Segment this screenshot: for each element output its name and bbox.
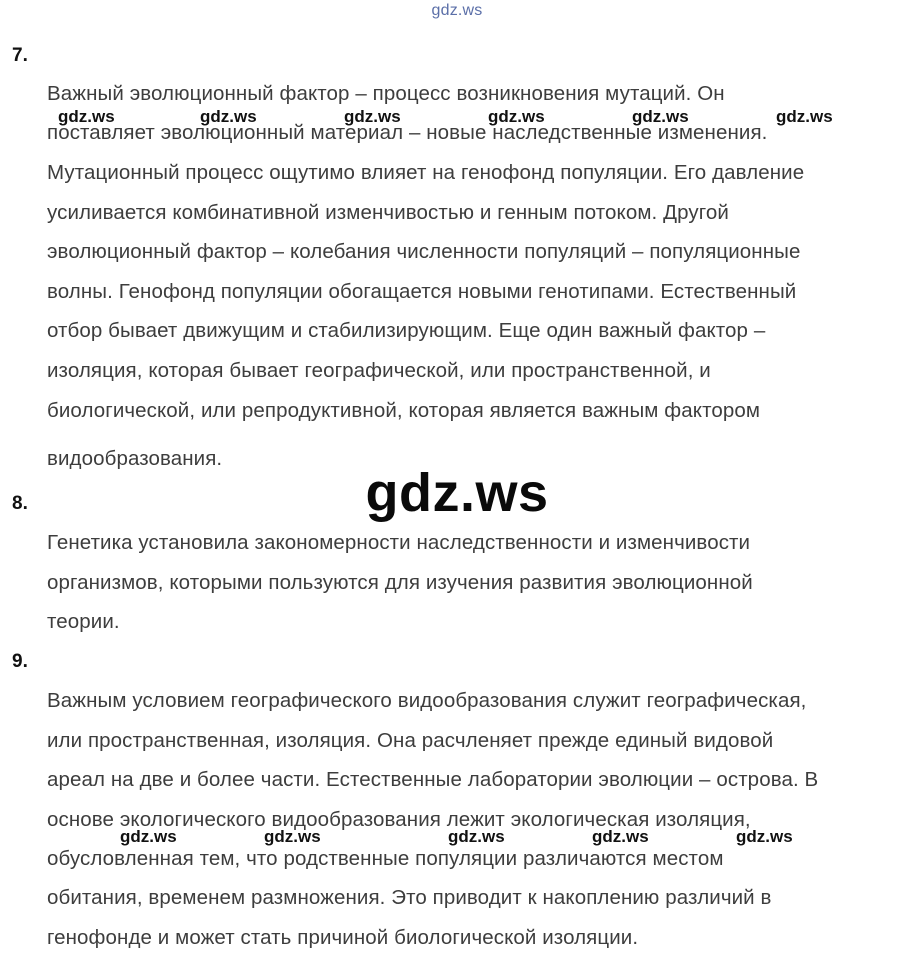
text-line: теории. <box>47 610 120 633</box>
watermark-small: gdz.ws <box>592 827 649 846</box>
text-line: обитания, временем размножения. Это приводит к накоплению различий в <box>47 886 772 909</box>
text-line: ареал на две и более части. Естественные лаборатории эволюции – острова. В <box>47 768 819 791</box>
text-line: Генетика установила закономерности наследственности и изменчивости <box>47 531 751 554</box>
text-line: организмов, которыми пользуются для изучения развития эволюционной <box>47 571 753 594</box>
text-line: Важным условием географического видообразования служит географическая, <box>47 689 807 712</box>
text-line: поставляет эволюционный материал – новые наследственные изменения. <box>47 121 768 144</box>
text-line: или пространственная, изоляция. Она расчленяет прежде единый видовой <box>47 729 774 752</box>
text-line: изоляция, которая бывает географической, или пространственной, и <box>47 359 711 382</box>
watermark-small: gdz.ws <box>344 107 401 126</box>
text-line: отбор бывает движущим и стабилизирующим. Еще один важный фактор – <box>47 319 766 342</box>
watermark-small: gdz.ws <box>736 827 793 846</box>
text-line: эволюционный фактор – колебания численности популяций – популяционные <box>47 240 801 263</box>
watermark-small: gdz.ws <box>448 827 505 846</box>
watermark-large: gdz.ws <box>365 463 549 523</box>
watermark-small: gdz.ws <box>264 827 321 846</box>
watermark-small: gdz.ws <box>200 107 257 126</box>
watermark-small: gdz.ws <box>488 107 545 126</box>
text-line: основе экологического видообразования лежит экологическая изоляция, <box>47 808 751 831</box>
text-line: волны. Генофонд популяции обогащается новыми генотипами. Естественный <box>47 280 797 303</box>
watermark-small: gdz.ws <box>632 107 689 126</box>
watermark-small: gdz.ws <box>776 107 833 126</box>
text-line: генофонде и может стать причиной биологической изоляции. <box>47 926 639 949</box>
text-line: усиливается комбинативной изменчивостью и генным потоком. Другой <box>47 201 729 224</box>
text-line: обусловленная тем, что родственные популяции различаются местом <box>47 847 724 870</box>
watermark-small: gdz.ws <box>58 107 115 126</box>
answer-number-8: 8. <box>12 493 28 514</box>
text-line: видообразования. <box>47 447 223 470</box>
answer-number-7: 7. <box>12 45 28 66</box>
text-line: Важный эволюционный фактор – процесс возникновения мутаций. Он <box>47 82 725 105</box>
watermark-top: gdz.ws <box>431 2 483 19</box>
text-line: Мутационный процесс ощутимо влияет на генофонд популяции. Его давление <box>47 161 805 184</box>
text-line: биологической, или репродуктивной, которая является важным фактором <box>47 399 761 422</box>
answer-number-9: 9. <box>12 651 28 672</box>
watermark-small: gdz.ws <box>120 827 177 846</box>
